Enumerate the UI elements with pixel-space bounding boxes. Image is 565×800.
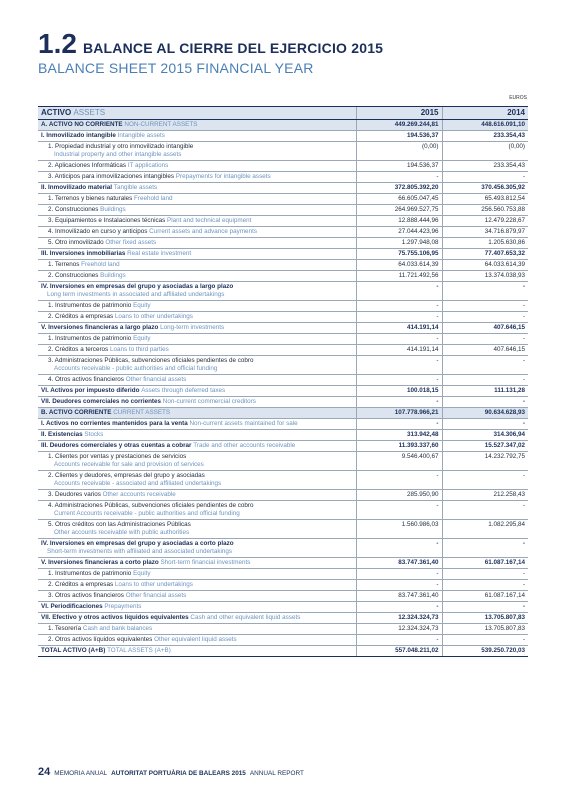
row-label [38,386,356,397]
value-2015: - [356,580,442,591]
row-label-es: I. Activos no corrientes mantenidos para la venta [41,420,188,427]
row-label-es: VII. Efectivo y otros activos líquidos equivalentes [41,614,189,621]
row-label [38,558,356,569]
value-2015: - [356,471,442,490]
balance-table [38,106,528,657]
value-2014: - [442,580,528,591]
table-row [38,490,528,501]
row-label-es: III. Inversiones inmobiliarias [41,250,126,257]
row-label-en: Non-current assets maintained for sale [189,420,298,427]
table-row [38,441,528,452]
table-row [38,323,528,334]
table-row [38,624,528,635]
value-2015: - [356,282,442,301]
row-label-es: 2. Construcciones [48,272,99,279]
header-year-2015: 2015 [356,107,442,120]
table-row [38,569,528,580]
table-row [38,375,528,386]
value-2015: - [356,334,442,345]
row-label-en: Short-term financial investments [160,559,251,566]
row-label [38,120,356,131]
footer-post: ANNUAL REPORT [249,770,304,777]
row-label-en: Other financial assets [125,592,187,599]
row-label-es: III. Deudores comerciales y otras cuentas a cobrar [41,442,192,449]
row-label-es: 1. Tesorería [48,625,82,632]
row-label [38,539,356,558]
value-2014: 13.374.038,93 [442,271,528,282]
value-2014: - [442,471,528,490]
table-row [38,408,528,419]
value-2014: - [442,602,528,613]
value-2014: 407.646,15 [442,345,528,356]
row-label-en: CURRENT ASSETS [113,409,171,416]
row-label-en: Accounts receivable - public authorities and official funding [54,365,218,372]
value-2014: - [442,312,528,323]
value-2014: - [442,419,528,430]
value-2015: 100.018,15 [356,386,442,397]
row-label [38,142,356,161]
row-label-es: 5. Otros créditos con las Administraciones Públicas [48,521,191,528]
value-2015: 12.888.444,96 [356,216,442,227]
value-2014: 1.082.295,84 [442,520,528,539]
row-label-es: VII. Deudores comerciales no corrientes [41,398,162,405]
value-2014: 233.354,43 [442,131,528,142]
row-label [38,131,356,142]
value-2015: - [356,312,442,323]
row-label-es: 3. Deudores varios [48,491,101,498]
table-header-row [38,107,528,120]
row-label-en: Stocks [84,431,104,438]
table-row [38,345,528,356]
table-row [38,260,528,271]
row-label [38,194,356,205]
row-label-es: II. Inmovilizado material [41,184,113,191]
row-label [38,161,356,172]
value-2014: 65.493.812,54 [442,194,528,205]
row-label-es: II. Existencias [41,431,83,438]
table-row [38,356,528,375]
row-label-es: B. ACTIVO CORRIENTE [41,409,112,416]
row-label-es: 2. Construcciones [48,206,99,213]
table-row [38,194,528,205]
table-row [38,249,528,260]
title-line [38,30,383,58]
table-row [38,602,528,613]
row-label [38,520,356,539]
row-label-en: Real estate investment [127,250,192,257]
row-label [38,282,356,301]
row-label-en: Industrial property and other intangible assets [54,151,182,158]
units-label: EUROS [509,95,527,101]
header-label-en: ASSETS [73,108,106,117]
table-body [38,120,528,657]
value-2014: - [442,397,528,408]
row-label-en: Accounts receivable for sale and provision of services [54,461,204,468]
row-label-en: Other accounts receivable with public authorities [54,529,190,536]
table-row [38,183,528,194]
row-label [38,238,356,249]
row-label [38,334,356,345]
value-2015: - [356,356,442,375]
value-2015: - [356,602,442,613]
value-2014: - [442,569,528,580]
footer-org: AUTORITAT PORTUÀRIA DE BALEARS 2015 [111,770,246,777]
value-2015: 414.191,14 [356,323,442,334]
value-2015: 194.536,37 [356,131,442,142]
row-label-en: Cash and bank balances [82,625,153,632]
row-label-es: VI. Periodificaciones [41,603,103,610]
value-2015: 66.605.047,45 [356,194,442,205]
value-2015: (0,00) [356,142,442,161]
table-row [38,452,528,471]
value-2014: (0,00) [442,142,528,161]
table-row [38,227,528,238]
table-row [38,580,528,591]
section-number: 1.2 [38,28,77,59]
value-2014: - [442,539,528,558]
header-label-es: ACTIVO [41,108,72,117]
value-2015: 27.044.423,96 [356,227,442,238]
table-row [38,205,528,216]
table-row [38,591,528,602]
value-2015: 83.747.361,40 [356,591,442,602]
row-label [38,408,356,419]
row-label-es: 1. Clientes por ventas y prestaciones de servicios [48,453,187,460]
value-2015: 313.942,48 [356,430,442,441]
row-label-en: Equity [133,302,151,309]
row-label-es: 2. Clientes y deudores, empresas del grupo y asociadas [48,472,205,479]
row-label-en: Non-current commercial creditors [162,398,256,405]
row-label-en: Plant and technical equipment [167,217,252,224]
footer [38,766,304,778]
value-2015: 264.969.527,75 [356,205,442,216]
value-2014: 61.087.167,14 [442,558,528,569]
value-2014: 539.250.720,03 [442,646,528,657]
table-row [38,613,528,624]
row-label [38,591,356,602]
value-2014: 314.306,94 [442,430,528,441]
row-label-es: VI. Activos por impuesto diferido [41,387,140,394]
row-label-es: IV. Inversiones en empresas del grupo y asociadas a largo plazo [41,283,234,290]
table-row [38,397,528,408]
row-label-es: 2. Créditos a terceros [48,346,109,353]
row-label-es: I. Inmovilizado intangible [41,132,116,139]
value-2015: 64.033.614,39 [356,260,442,271]
table-row [38,142,528,161]
value-2015: 449.269.244,81 [356,120,442,131]
table-row [38,386,528,397]
value-2014: 34.716.879,97 [442,227,528,238]
row-label [38,345,356,356]
table-row [38,312,528,323]
value-2014: 13.705.807,83 [442,624,528,635]
row-label-en: Equity [133,335,151,342]
value-2015: 12.324.324,73 [356,624,442,635]
row-label [38,375,356,386]
value-2014: - [442,356,528,375]
row-label [38,172,356,183]
value-2014: - [442,635,528,646]
row-label-en: Other accounts receivable [102,491,176,498]
table-row [38,334,528,345]
row-label-es: 3. Otros activos financieros [48,592,124,599]
value-2014: - [442,282,528,301]
table-row [38,419,528,430]
row-label-es: 1. Terrenos y bienes naturales [48,195,133,202]
value-2015: - [356,301,442,312]
table-row [38,282,528,301]
footer-pre: MEMORIA ANUAL [54,770,108,777]
row-label-en: Current assets and advance payments [149,228,257,235]
row-label-es: 3. Administraciones Públicas, subvenciones oficiales pendientes de cobro [48,357,254,364]
row-label-en: Current Accounts receivable - public authorities and official funding [54,510,240,517]
value-2015: - [356,635,442,646]
row-label-en: IT applications [127,162,169,169]
value-2014: 13.705.807,83 [442,613,528,624]
row-label-en: Buildings [100,272,126,279]
row-label-en: Trade and other accounts receivable [193,442,296,449]
value-2015: 9.546.400,67 [356,452,442,471]
page-title-es: BALANCE AL CIERRE DEL EJERCICIO 2015 [82,40,384,56]
row-label-en: Accounts receivable - associated and affiliated undertakings [54,480,222,487]
row-label-es: 1. Instrumentos de patrimonio [48,335,132,342]
row-label [38,216,356,227]
row-label [38,205,356,216]
row-label-en: Long term investments in associated and affiliated undertakings [47,291,225,298]
row-label-es: V. Inversiones financieras a largo plazo [41,324,159,331]
table-row [38,471,528,490]
table-row [38,238,528,249]
value-2014: 77.407.653,32 [442,249,528,260]
row-label-en: Prepayments for intangible assets [175,173,271,180]
row-label [38,646,356,657]
row-label [38,301,356,312]
table-row [38,520,528,539]
value-2015: 75.755.106,95 [356,249,442,260]
value-2014: - [442,172,528,183]
value-2015: - [356,397,442,408]
row-label-es: A. ACTIVO NO CORRIENTE [41,121,123,128]
row-label-en: Tangible assets [113,184,158,191]
table-row [38,271,528,282]
row-label-en: Cash and other equivalent liquid assets [190,614,301,621]
row-label [38,602,356,613]
row-label [38,312,356,323]
row-label [38,183,356,194]
value-2014: 407.646,15 [442,323,528,334]
row-label [38,356,356,375]
table-row [38,301,528,312]
value-2015: 1.297.948,08 [356,238,442,249]
row-label [38,569,356,580]
value-2014: 14.232.792,75 [442,452,528,471]
table-row [38,120,528,131]
page-title-en: BALANCE SHEET 2015 FINANCIAL YEAR [38,60,314,76]
row-label-en: Buildings [100,206,126,213]
row-label [38,260,356,271]
row-label-en: Intangible assets [117,132,165,139]
row-label-en: Freehold land [134,195,173,202]
row-label-es: 2. Créditos a empresas [48,313,114,320]
value-2015: 194.536,37 [356,161,442,172]
value-2014: 256.560.753,88 [442,205,528,216]
row-label-es: 4. Administraciones Públicas, subvenciones oficiales pendientes de cobro [48,502,254,509]
row-label-es: 3. Anticipos para inmovilizaciones intangibles [48,173,175,180]
value-2014: 15.527.347,02 [442,441,528,452]
row-label-en: Loans to third parties [109,346,169,353]
table-row [38,216,528,227]
value-2014: - [442,501,528,520]
header-label [38,107,356,120]
row-label-es: 2. Otros activos líquidos equivalentes [48,636,153,643]
row-label-en: Other fixed assets [105,239,157,246]
table-row [38,646,528,657]
row-label-en: Loans to other undertakings [114,581,193,588]
value-2015: 557.048.211,02 [356,646,442,657]
row-label-es: 5. Otro inmovilizado [48,239,104,246]
row-label-es: 3. Equipamientos e Instalaciones técnicas [48,217,166,224]
header-year-2014: 2014 [442,107,528,120]
row-label [38,323,356,334]
row-label [38,271,356,282]
value-2015: 11.393.337,60 [356,441,442,452]
row-label-en: Long-term investments [160,324,225,331]
row-label [38,635,356,646]
row-label-es: 2. Créditos a empresas [48,581,114,588]
row-label-en: Freehold land [81,261,120,268]
row-label [38,452,356,471]
row-label-en: NON-CURRENT ASSETS [124,121,198,128]
row-label [38,471,356,490]
row-label-es: 4. Otros activos financieros [48,376,124,383]
row-label [38,430,356,441]
value-2014: 111.131,28 [442,386,528,397]
value-2015: - [356,172,442,183]
value-2015: - [356,539,442,558]
value-2015: 12.324.324,73 [356,613,442,624]
row-label-en: Equity [133,570,151,577]
value-2014: - [442,301,528,312]
value-2014: 12.479.228,67 [442,216,528,227]
row-label-en: Other equivalent liquid assets [154,636,237,643]
value-2014: 64.033.614,39 [442,260,528,271]
value-2015: 414.191,14 [356,345,442,356]
table-row [38,131,528,142]
row-label-es: 1. Propiedad industrial y otro inmovilizado intangible [48,143,194,150]
value-2014: 233.354,43 [442,161,528,172]
row-label [38,501,356,520]
row-label-es: 1. Instrumentos de patrimonio [48,570,132,577]
value-2014: 61.087.167,14 [442,591,528,602]
row-label-en: Prepayments [104,603,142,610]
row-label-es: TOTAL ACTIVO (A+B) [41,647,106,654]
value-2014: 370.456.305,92 [442,183,528,194]
row-label-en: Short-term investments with affiliated and associated undertakings [47,548,233,555]
value-2014: - [442,334,528,345]
row-label [38,249,356,260]
page-number: 24 [38,766,51,778]
row-label-es: 1. Instrumentos de patrimonio [48,302,132,309]
row-label [38,490,356,501]
row-label-es: 2. Aplicaciones Informáticas [48,162,127,169]
table-row [38,172,528,183]
table-row [38,501,528,520]
table-row [38,161,528,172]
value-2015: - [356,569,442,580]
value-2014: 212.258,43 [442,490,528,501]
table-row [38,539,528,558]
value-2014: - [442,375,528,386]
row-label [38,580,356,591]
table-row [38,430,528,441]
value-2015: 372.805.392,20 [356,183,442,194]
row-label [38,419,356,430]
row-label-en: TOTAL ASSETS (A+B) [107,647,171,654]
row-label [38,227,356,238]
value-2015: - [356,419,442,430]
row-label-es: 1. Terrenos [48,261,80,268]
row-label-es: IV. Inversiones en empresas del grupo y asociadas a corto plazo [41,540,234,547]
value-2014: 90.634.628,93 [442,408,528,419]
row-label [38,441,356,452]
value-2015: 1.560.986,03 [356,520,442,539]
row-label [38,613,356,624]
row-label-es: 4. Inmovilizado en curso y anticipos [48,228,148,235]
value-2015: 11.721.492,56 [356,271,442,282]
value-2015: 285.950,90 [356,490,442,501]
row-label-en: Assets through deferred taxes [141,387,226,394]
table-row [38,635,528,646]
table-row [38,558,528,569]
row-label-en: Other financial assets [125,376,187,383]
title-block [38,30,383,76]
value-2015: 107.778.966,21 [356,408,442,419]
value-2015: 83.747.361,40 [356,558,442,569]
row-label-es: V. Inversiones financieras a corto plazo [41,559,159,566]
value-2015: - [356,375,442,386]
row-label [38,397,356,408]
value-2015: - [356,501,442,520]
row-label [38,624,356,635]
value-2014: 1.205.630,86 [442,238,528,249]
row-label-en: Loans to other undertakings [114,313,193,320]
value-2014: 448.616.091,10 [442,120,528,131]
